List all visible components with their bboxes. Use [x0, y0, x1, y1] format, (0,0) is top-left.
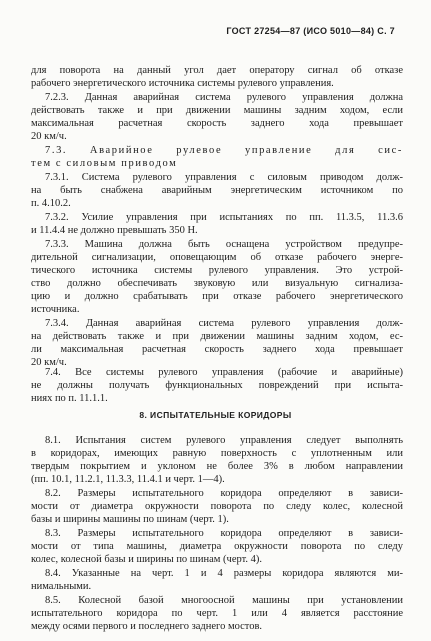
text-line: 20 км/ч.	[31, 357, 67, 368]
text-line: 7.3.3. Машина должна быть оснащена устройством предупре-	[45, 239, 403, 250]
text-line: мости от типа машины, диаметра окружности поворота по следу	[31, 541, 403, 552]
text-line: 8.1. Испытания систем рулевого управления следует выполнять	[45, 435, 403, 446]
subsection-heading: тем с силовым приводом	[31, 158, 178, 169]
text-line: 7.3.2. Усилие управления при испытаниях по пп. 11.3.5, 11.3.6	[45, 212, 403, 223]
text-line: дительной сигнализации, оповещающим об отказе рабочего энерге-	[31, 252, 403, 263]
text-line: ниях по п. 11.1.1.	[31, 393, 108, 404]
text-line: 8.3. Размеры испытательного коридора определяют в зависи-	[45, 528, 403, 539]
text-line: ли максимальная расчетная скорость заднего хода превышает	[31, 344, 403, 355]
text-line: п. 4.10.2.	[31, 198, 71, 209]
page-header: ГОСТ 27254—87 (ИСО 5010—84) С. 7	[226, 26, 395, 36]
section-title: 8. ИСПЫТАТЕЛЬНЫЕ КОРИДОРЫ	[139, 410, 292, 420]
text-line: в коридорах, имеющих равную поверхность с уплотненным или	[31, 448, 403, 459]
text-line: между осями первого и последнего заднего мостов.	[31, 621, 263, 632]
text-line: мости от диаметра окружности поворота по следу колес, колесной	[31, 501, 403, 512]
text-line: 8.2. Размеры испытательного коридора определяют в зависи-	[45, 488, 403, 499]
text-line: 7.4. Все системы рулевого управления (рабочие и аварийные)	[45, 367, 403, 378]
text-line: 8.4. Указанные на черт. 1 и 4 размеры коридора являются ми-	[45, 568, 403, 579]
text-line: (пп. 10.1, 11.2.1, 11.3.3, 11.4.1 и черт. 1—4).	[31, 474, 225, 485]
text-line: и 11.4.4 не должно превышать 350 Н.	[31, 225, 198, 236]
text-line: 7.3.1. Система рулевого управления с силовым приводом долж-	[45, 172, 403, 183]
text-line: 7.2.3. Данная аварийная система рулевого управления должна	[45, 92, 403, 103]
text-line: базы и ширины машины по шинам (черт. 1).	[31, 514, 229, 525]
text-line: 20 км/ч.	[31, 131, 67, 142]
text-line: 8.5. Колесной базой многоосной машины при установлении	[45, 595, 403, 606]
text-line: максимальная расчетная скорость заднего хода превышает	[31, 118, 403, 129]
text-line: на быть снабжена аварийным энергетическим источником по	[31, 185, 403, 196]
text-line: источника.	[31, 304, 80, 315]
text-line: на действовать также и при движении машины задним ходом, ес-	[31, 331, 403, 342]
text-line: испытательного коридора по черт. 1 или 4 является расстояние	[31, 608, 403, 619]
text-line: действовать также и при движении машины задним ходом, если	[31, 105, 403, 116]
text-line: рабочего энергетического источника системы рулевого управления.	[31, 78, 334, 89]
text-line: для поворота на данный угол дает оператору сигнал об отказе	[31, 65, 403, 76]
text-line: твердым покрытием и уклоном не более 3% в любом направлении	[31, 461, 403, 472]
text-line: тического источника системы рулевого управления. Это устрой-	[31, 265, 403, 276]
text-line: 7.3.4. Данная аварийная система рулевого управления долж-	[45, 318, 403, 329]
text-line: цию и должно срабатывать при отказе рабочего энергетического	[31, 291, 403, 302]
text-line: колес, колесной базы и ширины по шинам (черт. 4).	[31, 554, 263, 565]
text-line: не должны получать функциональных повреждений при испыта-	[31, 380, 403, 391]
text-line: нимальными.	[31, 581, 92, 592]
subsection-heading: 7.3. Аварийное рулевое управление для сис-	[45, 145, 403, 156]
text-line: ство должно обеспечивать звуковую или визуальную сигнализа-	[31, 278, 403, 289]
